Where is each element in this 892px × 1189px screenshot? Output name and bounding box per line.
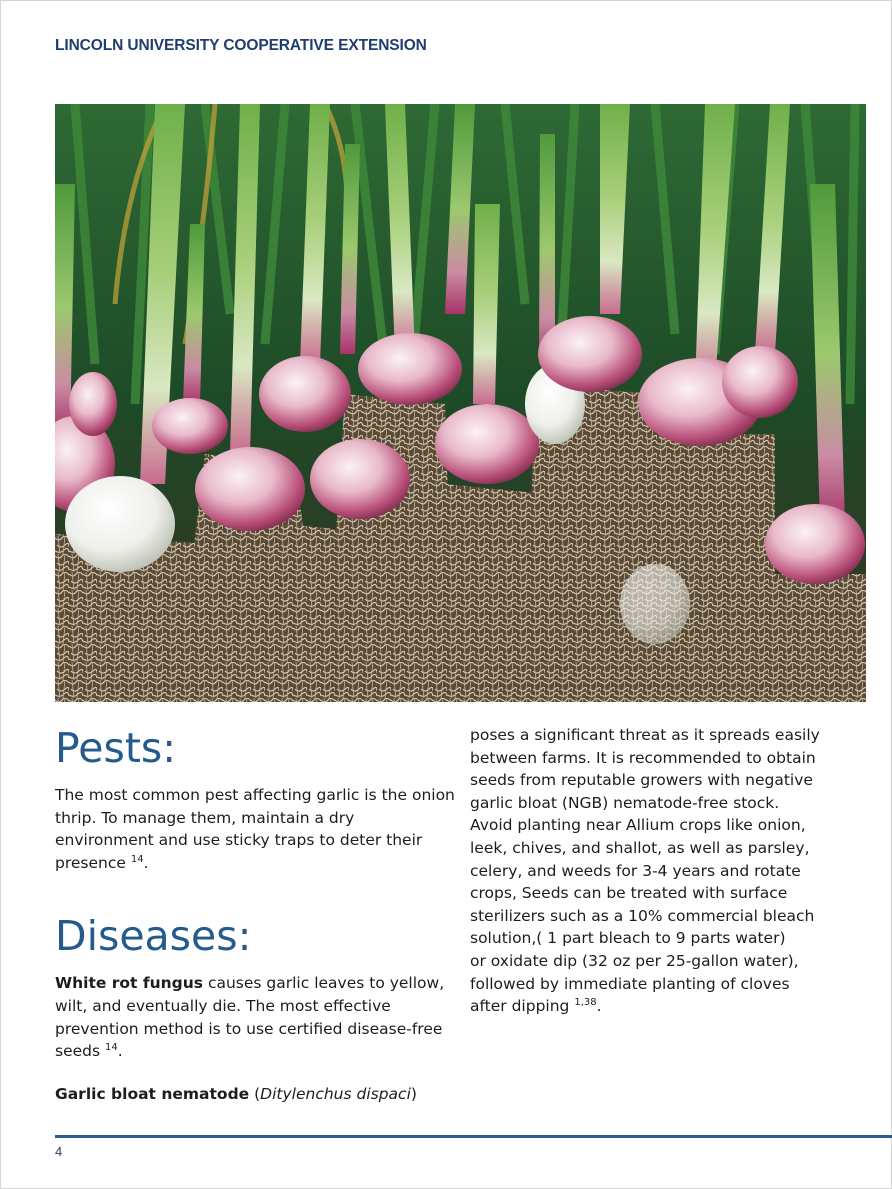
header-org-name: LINCOLN UNIVERSITY COOPERATIVE EXTENSION — [55, 37, 427, 54]
white-rot-paragraph — [55, 972, 455, 1062]
nematode-latin-name: Ditylenchus dispaci — [260, 1084, 411, 1103]
nematode-line: poses a significant threat as it spreads easily — [470, 726, 820, 744]
nematode-paragraph-start — [55, 1083, 455, 1106]
page-number: 4 — [55, 1144, 63, 1159]
nematode-line: Avoid planting near Allium crops like onion, — [470, 816, 806, 835]
nematode-line: solution,( 1 part bleach to 9 parts water) — [470, 929, 786, 948]
white-rot-period: . — [117, 1042, 123, 1061]
nematode-close-paren: ) — [410, 1084, 417, 1103]
nematode-line: garlic bloat (NGB) nematode-free stock. — [470, 793, 780, 812]
nematode-line: after dipping — [470, 997, 575, 1016]
pests-citation: 14 — [130, 853, 144, 865]
nematode-citation: 1,38 — [574, 997, 597, 1009]
nematode-line: followed by immediate planting of cloves — [470, 974, 790, 993]
garlic-photo — [55, 104, 866, 702]
footer-rule — [55, 1135, 892, 1138]
nematode-line: or oxidate dip (32 oz per 25-gallon water), — [470, 951, 799, 970]
pests-heading: Pests: — [55, 724, 177, 772]
pests-paragraph — [55, 784, 455, 874]
nematode-paragraph-continued — [470, 724, 870, 1018]
right-column — [470, 724, 870, 1018]
white-rot-text: causes garlic leaves to yellow, wilt, and eventually die. The most effective prevention method is to use certified disease-free seeds — [55, 974, 445, 1061]
white-rot-term: White rot fungus — [55, 974, 204, 993]
pests-period: . — [143, 853, 149, 872]
nematode-line: celery, and weeds for 3-4 years and rotate — [470, 861, 801, 880]
nematode-line: sterilizers such as a 10% commercial bleach — [470, 906, 815, 925]
nematode-open-paren: ( — [249, 1084, 261, 1103]
nematode-line: between farms. It is recommended to obtain — [470, 748, 816, 767]
white-rot-citation: 14 — [105, 1042, 118, 1054]
nematode-period: . — [596, 997, 602, 1016]
diseases-heading: Diseases: — [55, 912, 252, 961]
nematode-line: leek, chives, and shallot, as well as parsley, — [470, 838, 810, 857]
left-column — [55, 722, 455, 1105]
nematode-line: crops, Seeds can be treated with surface — [470, 884, 788, 903]
nematode-line: seeds from reputable growers with negative — [470, 771, 813, 790]
pests-text: The most common pest affecting garlic is the onion thrip. To manage them, maintain a dry environment and use sticky traps to deter their presence — [55, 786, 455, 872]
nematode-term: Garlic bloat nematode — [55, 1084, 250, 1103]
